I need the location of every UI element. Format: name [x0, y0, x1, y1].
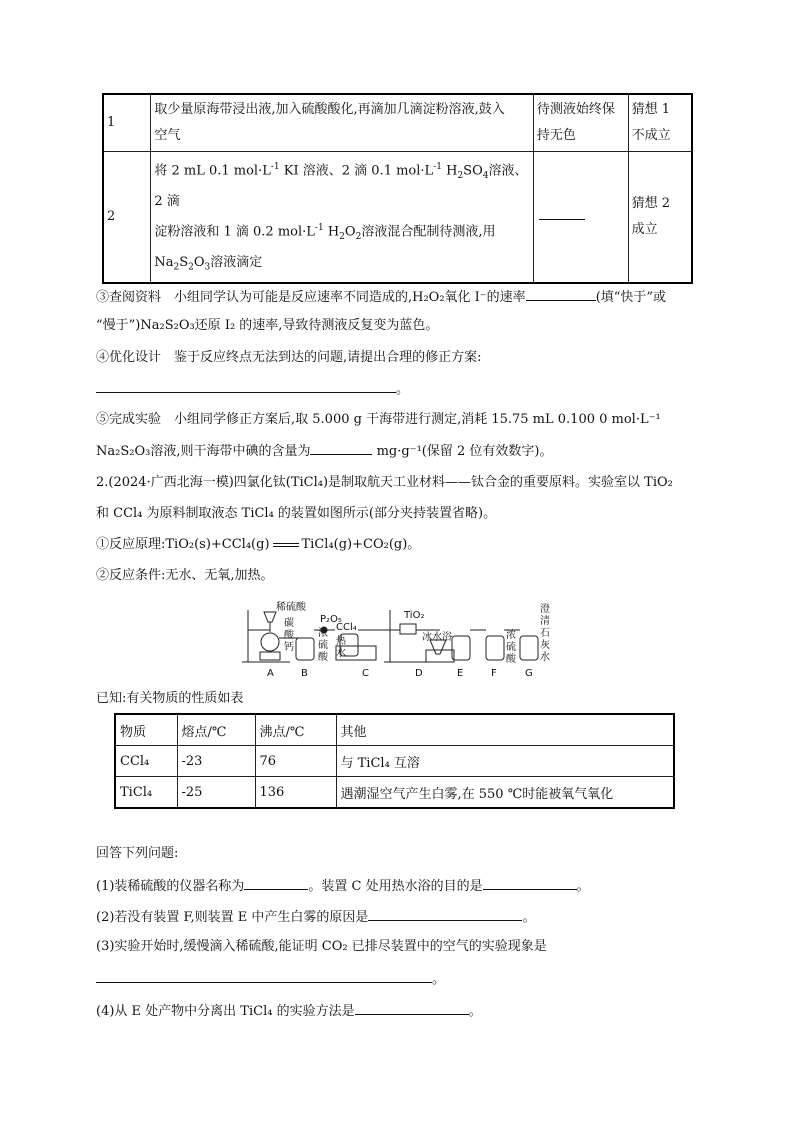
conclusion-cell: 猜想 2 成立	[628, 152, 692, 284]
svg-text:钙: 钙	[284, 642, 294, 653]
svg-text:水: 水	[540, 652, 550, 663]
label-tio2: TiO₂	[404, 610, 425, 621]
conclusion-cell: 猜想 1 不成立	[628, 94, 692, 152]
cell: -25	[177, 777, 255, 809]
label-dilute-sulfuric-acid: 稀硫酸	[276, 602, 306, 613]
table-row	[115, 746, 674, 777]
svg-text:F: F	[491, 668, 497, 679]
reaction-condition: ②反应条件:无水、无氧,加热。	[96, 568, 274, 583]
label-p2o5: P₂O₅	[320, 614, 342, 625]
svg-text:澄: 澄	[540, 604, 550, 615]
sub-question-4: (4)从 E 处产物中分离出 TiCl₄ 的实验方法是 。	[96, 1001, 482, 1021]
paragraph-4-answer: 。	[96, 379, 409, 399]
paragraph-3a: ③查阅资料 小组同学认为可能是反应速率不同造成的,H₂O₂氧化 I⁻的速率 (填“快于”或	[96, 287, 666, 307]
paragraph-4: ④优化设计 鉴于反应终点无法到达的问题,请提出合理的修正方案:	[96, 350, 482, 365]
sub-question-2: (2)若没有装置 F,则装置 E 中产生白雾的原因是 。	[96, 907, 535, 927]
header-cell: 物质	[115, 714, 177, 746]
answer-blank[interactable]	[244, 876, 308, 890]
cell: 与 TiCl₄ 互溶	[336, 746, 674, 777]
answer-blank[interactable]	[310, 441, 372, 455]
svg-text:硫: 硫	[506, 642, 516, 653]
svg-text:水: 水	[336, 648, 346, 659]
svg-text:A: A	[267, 668, 274, 679]
paragraph-5a: ⑤完成实验 小组同学修正方案后,取 5.000 g 干海带进行测定,消耗 15.75 mL 0.100 0 mol·L⁻¹	[96, 412, 661, 427]
table-row	[103, 94, 692, 152]
sub-question-3: (3)实验开始时,缓慢滴入稀硫酸,能证明 CO₂ 已排尽装置中的空气的实验现象是	[96, 939, 547, 954]
svg-text:灰: 灰	[540, 640, 550, 651]
experiment-table	[102, 93, 693, 284]
reaction-principle: ①反应原理:TiO₂(s)+CCl₄(g) TiCl₄(g)+CO₂(g)。	[96, 537, 421, 552]
svg-text:酸: 酸	[506, 654, 516, 665]
paragraph-3b: “慢于”)Na₂S₂O₃还原 I₂ 的速率,导致待测液反复变为蓝色。	[96, 318, 439, 333]
paragraph-5b: Na₂S₂O₃溶液,则干海带中碘的含量为 mg·g⁻¹(保留 2 位有效数字)。	[96, 441, 552, 461]
header-cell: 其他	[336, 714, 674, 746]
cell: CCl₄	[115, 746, 177, 777]
svg-text:酸: 酸	[318, 652, 328, 663]
phenomenon-blank[interactable]	[533, 152, 628, 284]
sub-question-3-answer: 。	[96, 969, 445, 989]
row-number: 1	[103, 94, 151, 152]
svg-text:酸: 酸	[284, 630, 294, 641]
cell: TiCl₄	[115, 777, 177, 809]
table-row	[115, 777, 674, 809]
label-ice-bath: 冰水浴	[422, 632, 452, 643]
svg-text:G: G	[525, 668, 533, 679]
svg-text:浓: 浓	[506, 630, 516, 641]
svg-text:B: B	[301, 668, 308, 679]
cell: 遇潮湿空气产生白雾,在 550 ℃时能被氧气氧化	[336, 777, 674, 809]
svg-text:碳: 碳	[284, 618, 294, 629]
answer-intro: 回答下列问题:	[96, 846, 179, 861]
properties-table	[114, 713, 675, 809]
equals-sign	[273, 543, 299, 547]
svg-text:CCl₄: CCl₄	[336, 622, 357, 633]
sub-question-1: (1)装稀硫酸的仪器名称为 。装置 C 处用热水浴的目的是 。	[96, 876, 590, 896]
svg-text:热: 热	[336, 636, 346, 647]
cell: -23	[177, 746, 255, 777]
table-header-row	[115, 714, 674, 746]
answer-blank[interactable]	[96, 379, 396, 393]
svg-text:D: D	[415, 668, 423, 679]
cell: 136	[255, 777, 336, 809]
cell: 76	[255, 746, 336, 777]
known-intro: 已知:有关物质的性质如表	[96, 691, 244, 706]
table-row	[103, 152, 692, 284]
question-2b: 和 CCl₄ 为原料制取液态 TiCl₄ 的装置如图所示(部分夹持装置省略)。	[96, 506, 497, 521]
phenomenon-cell: 待测液始终保 持无色	[533, 94, 628, 152]
svg-text:C: C	[362, 668, 369, 679]
answer-blank[interactable]	[483, 876, 577, 890]
header-cell: 沸点/℃	[255, 714, 336, 746]
apparatus-diagram	[240, 600, 560, 680]
svg-text:浓: 浓	[318, 628, 328, 639]
answer-blank[interactable]	[368, 907, 522, 921]
svg-text:清: 清	[540, 616, 550, 627]
operation-cell: 将 2 mL 0.1 $mol\cdot L^{-1}$ KI 溶液、2 滴 0.1 $mol\cdot L^{-1}$ $H_2SO_4$溶液、2 滴 淀粉溶液和 1 滴 0.2 $mol\cdot L^{-1}$ $H_2O_2$溶液混合配制待测液,用 $Na_2S_2O_3$溶液滴定	[151, 152, 534, 284]
header-cell: 熔点/℃	[177, 714, 255, 746]
svg-text:硫: 硫	[318, 640, 328, 651]
svg-text:E: E	[457, 668, 464, 679]
answer-blank[interactable]	[526, 287, 596, 301]
answer-blank[interactable]	[355, 1001, 469, 1015]
svg-text:石: 石	[540, 628, 550, 639]
question-2a: 2.(2024·广西北海一模)四氯化钛(TiCl₄)是制取航天工业材料——钛合金的重要原料。实验室以 TiO₂	[96, 475, 673, 490]
operation-cell: 取少量原海带浸出液,加入硫酸酸化,再滴加几滴淀粉溶液,鼓入 空气	[151, 94, 534, 152]
answer-blank[interactable]	[96, 969, 432, 983]
row-number: 2	[103, 152, 151, 284]
